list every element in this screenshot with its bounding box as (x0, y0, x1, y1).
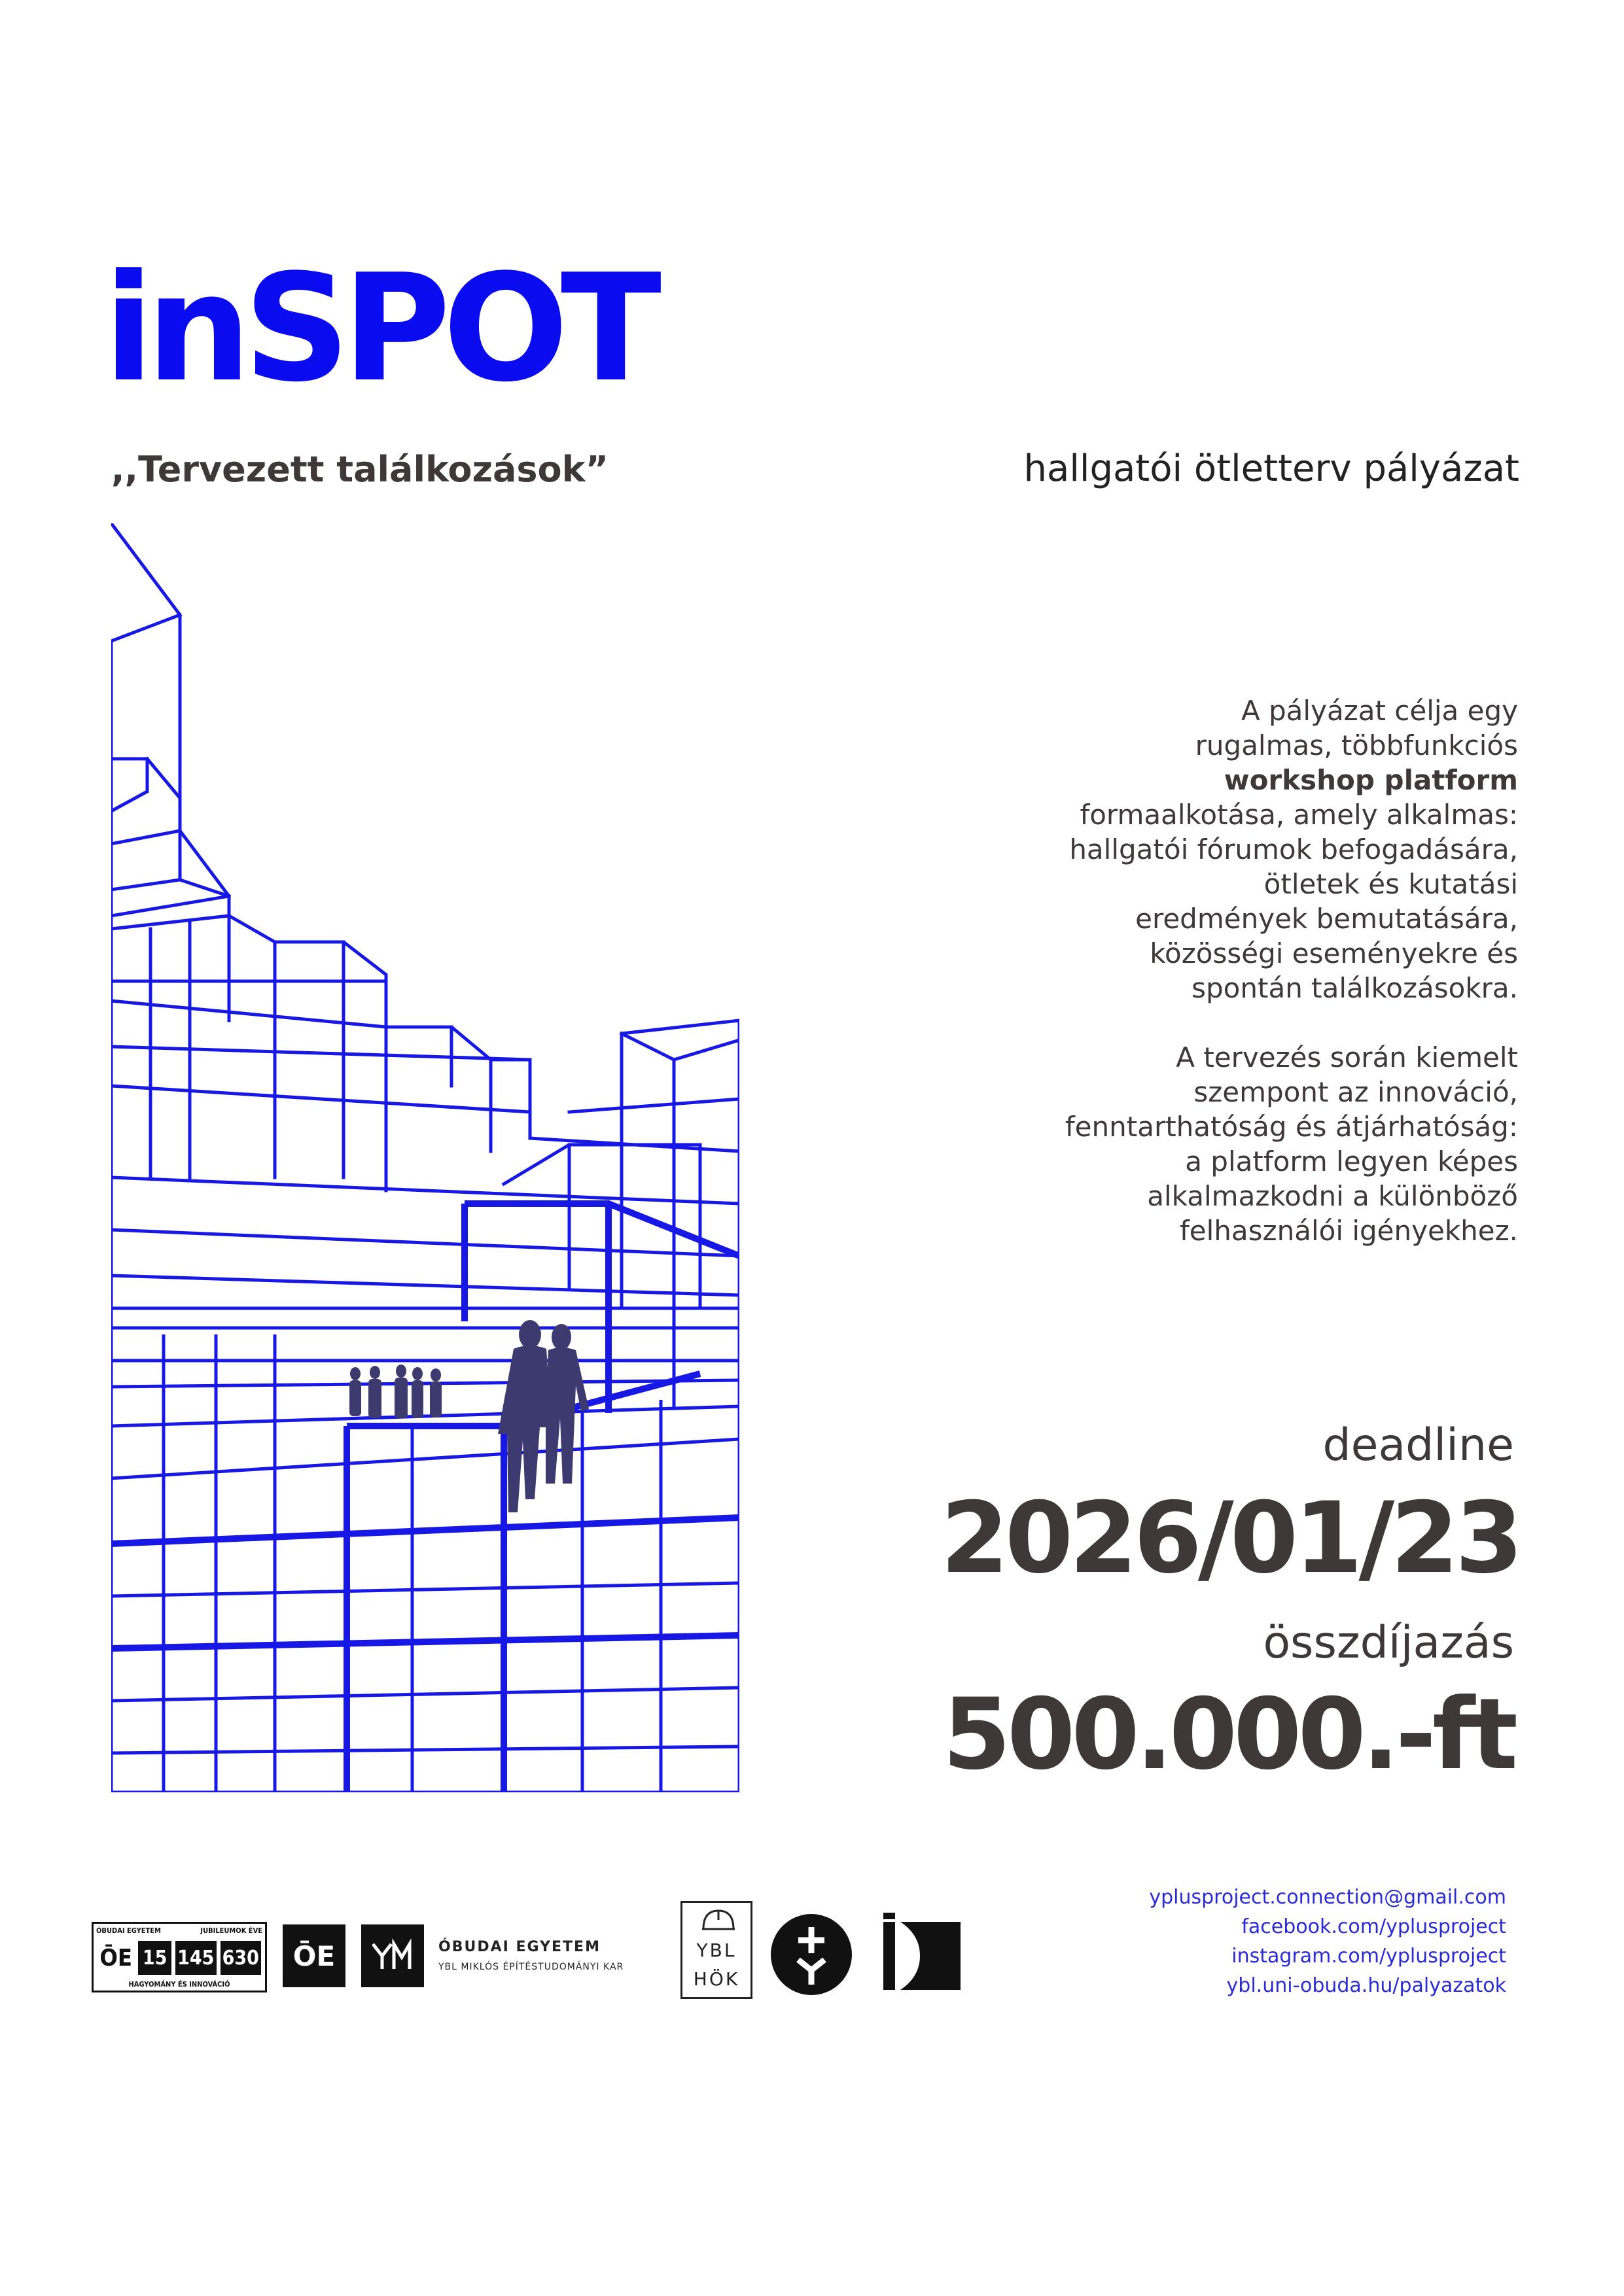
poster-subtitle: ,,Tervezett találkozások” (111, 449, 609, 490)
prize-label: összdíjazás (1263, 1617, 1514, 1669)
desc-line: fenntarthatóság és átjárhatóság: (1065, 1111, 1518, 1143)
deadline-label: deadline (1322, 1419, 1514, 1471)
facebook-link[interactable]: facebook.com/yplusproject (1241, 1915, 1506, 1938)
jubilee-top-right: JUBILEUMOK ÉVE (200, 1926, 262, 1935)
website-link[interactable]: ybl.uni-obuda.hu/palyazatok (1226, 1974, 1506, 1997)
i-project-logo (883, 1913, 961, 1990)
ym-logo (361, 1924, 424, 1987)
desc-line-highlight: workshop platform (1224, 764, 1518, 796)
hok-line-2: HÖK (693, 1968, 740, 1990)
desc-line: ötletek és kutatási (1263, 868, 1518, 900)
desc-line: szempont az innováció, (1193, 1076, 1518, 1108)
email-link[interactable]: yplusproject.connection@gmail.com (1149, 1886, 1506, 1909)
desc-line: a platform legyen képes (1185, 1145, 1518, 1177)
description-text (929, 693, 1518, 1248)
oe-logo (283, 1924, 345, 1987)
university-name-logo (438, 1939, 624, 1972)
jubilee-num-1: 15 (138, 1941, 171, 1975)
poster-title: inSPOT (103, 243, 654, 415)
prize-value: 500.000.-ft (942, 1678, 1514, 1792)
desc-line: alkalmazkodni a különböző (1147, 1180, 1518, 1212)
jubilee-num-3: 630 (221, 1941, 261, 1975)
desc-line: formaalkotása, amely alkalmas: (1080, 799, 1518, 831)
jubilee-num-2: 145 (175, 1941, 216, 1975)
desc-line: hallgatói fórumok befogadására, (1069, 833, 1518, 865)
jubilee-bottom: HAGYOMÁNY ÉS INNOVÁCIÓ (128, 1979, 230, 1989)
desc-line: A tervezés során kiemelt (1176, 1041, 1518, 1073)
yplus-logo (769, 1913, 853, 1996)
hok-line-1: YBL (696, 1939, 737, 1961)
instagram-link[interactable]: instagram.com/yplusproject (1231, 1945, 1506, 1968)
wireframe-grid-illustration (111, 523, 739, 1792)
jubilee-year-logo (92, 1922, 267, 1992)
faculty-name: YBL MIKLÓS ÉPÍTÉSTUDOMÁNYI KAR (438, 1962, 624, 1972)
deadline-date: 2026/01/23 (940, 1482, 1519, 1595)
competition-type: hallgatói ötletterv pályázat (1023, 447, 1519, 490)
oe-mark: ŌE (292, 1939, 336, 1972)
desc-line: közösségi eseményekre és (1150, 937, 1518, 969)
desc-line: eredmények bemutatására, (1135, 903, 1518, 935)
jubilee-mark: ŌE (99, 1944, 132, 1972)
desc-line: felhasználói igényekhez. (1180, 1215, 1518, 1247)
desc-line: spontán találkozásokra. (1192, 972, 1518, 1004)
contact-list (1149, 1883, 1506, 2000)
desc-line: A pályázat célja egy (1241, 695, 1518, 727)
helmet-icon (701, 1907, 736, 1933)
university-name: ÓBUDAI EGYETEM (438, 1939, 601, 1955)
jubilee-top-left: ÓBUDAI EGYETEM (96, 1926, 161, 1935)
desc-line: rugalmas, többfunkciós (1195, 729, 1518, 761)
description-paragraph-2 (929, 1040, 1518, 1248)
ybl-hok-logo (680, 1901, 752, 1999)
description-paragraph-1 (929, 693, 1518, 1005)
